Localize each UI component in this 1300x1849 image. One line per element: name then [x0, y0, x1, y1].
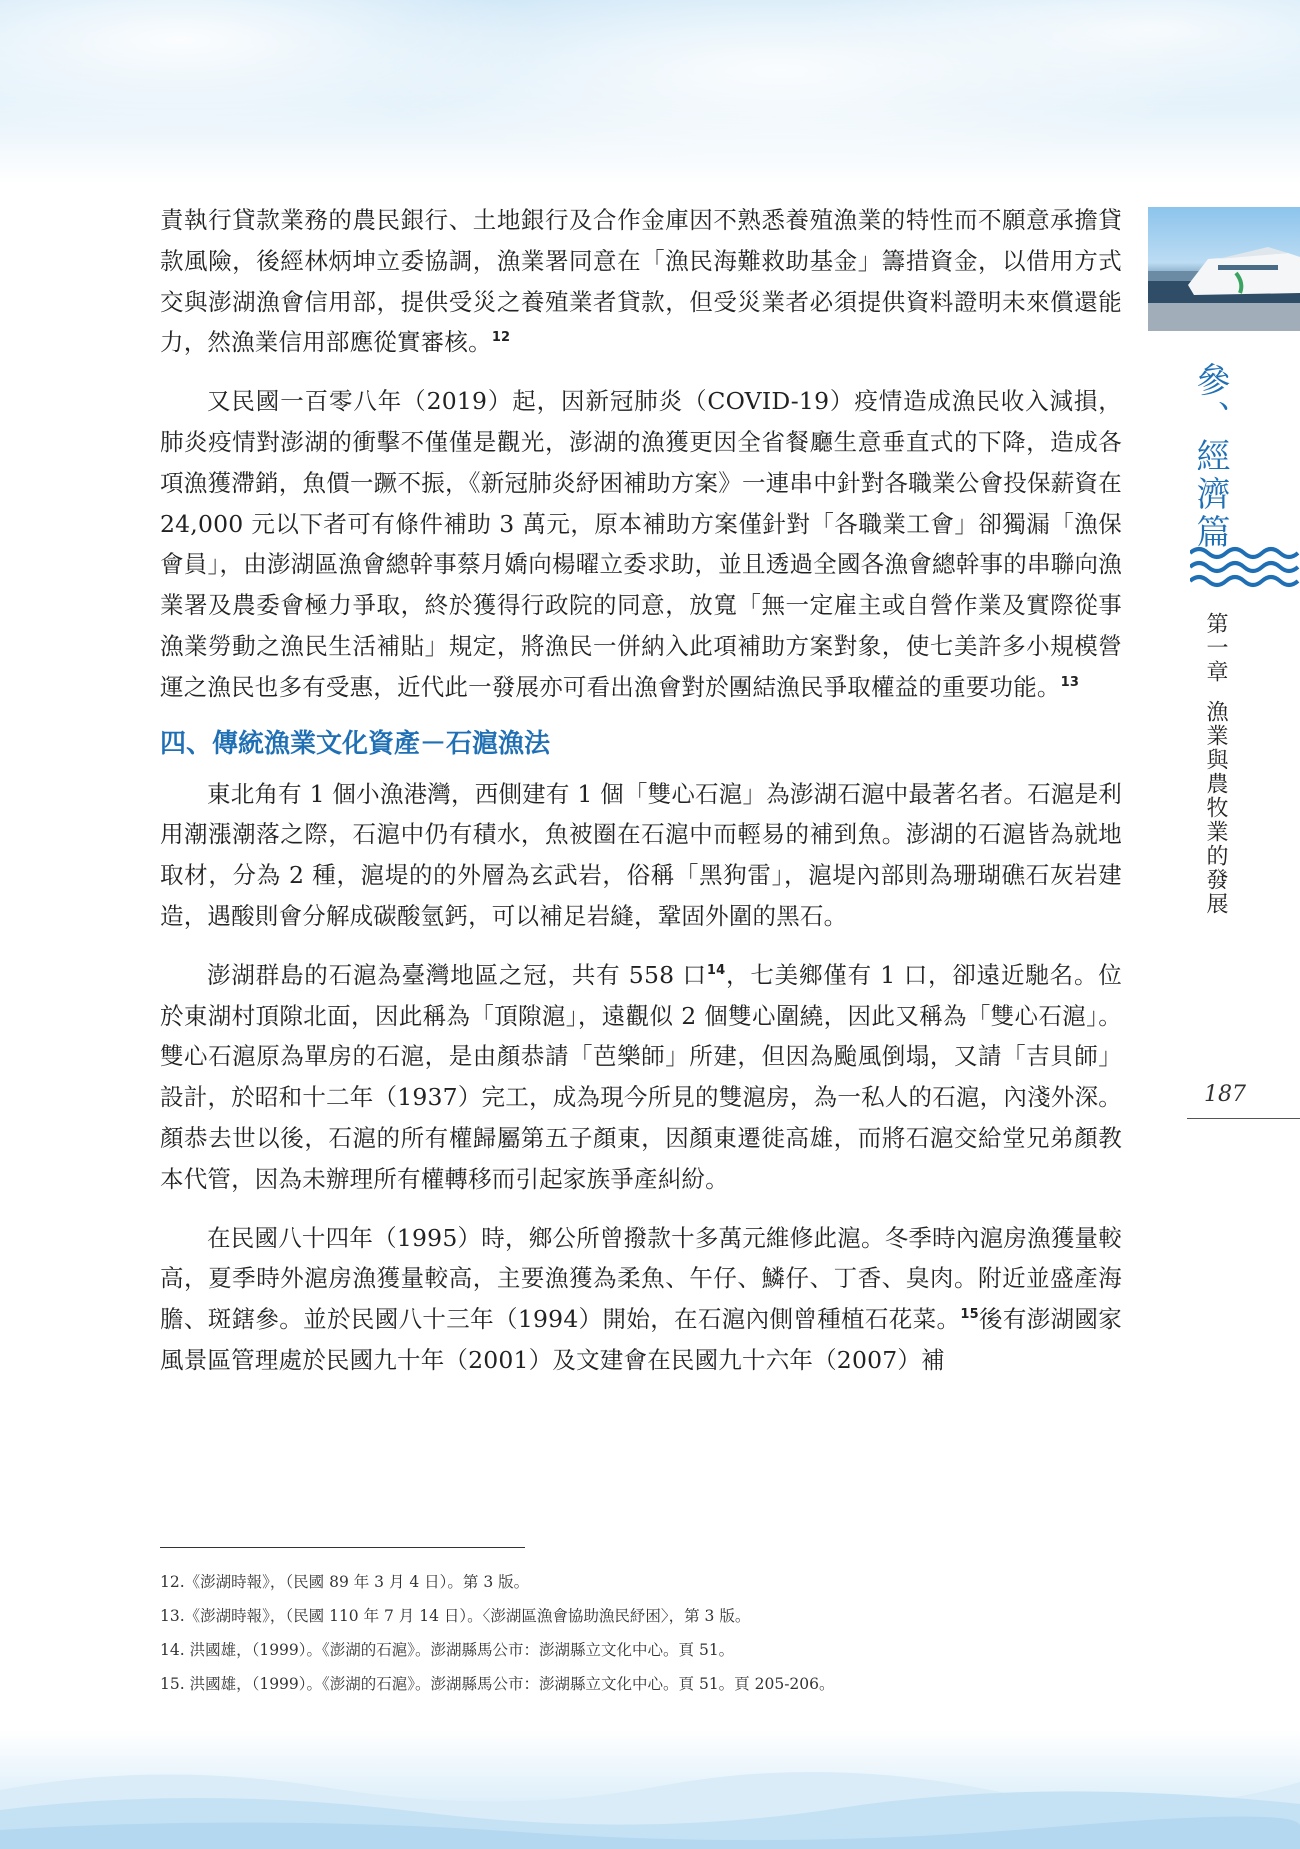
paragraph-2: 又民國一百零八年（2019）起，因新冠肺炎（COVID-19）疫情造成漁民收入減損，肺炎疫情對澎湖的衝擊不僅僅是觀光，澎湖的漁獲更因全省餐廳生意垂直式的下降，造成各項漁獲滯銷，魚價一蹶不振，《新冠肺炎紓困補助方案》一連串中針對各職業公會投保薪資在 24,000 元以下者可有條件補助 3 萬元，原本補助方案僅針對「各職業工會」卻獨漏「漁保會員」，由澎湖區漁會總幹事蔡月嬌向楊曜立委求助，並且透過全國各漁會總幹事的串聯向漁業署及農委會極力爭取，終於獲得行政院的同意，放寬「無一定雇主或自營作業及實際從事漁業勞動之漁民生活補貼」規定，將漁民一併納入此項補助方案對象，使七美許多小規模營運之漁民也多有受惠，近代此一發展亦可看出漁會對於團結漁民爭取權益的重要功能。$^{13}$: [160, 387, 1122, 701]
chapter-label: 第一章: [1203, 612, 1228, 684]
ferry-photo-icon: [1148, 207, 1300, 331]
footnote-ref-13[interactable]: 13: [1060, 674, 1080, 690]
chapter-title: 漁業與農牧業的發展: [1203, 700, 1228, 916]
footnote-ref-14[interactable]: 14: [706, 962, 726, 978]
footnote-ref-15[interactable]: 15: [960, 1307, 979, 1323]
main-text: [160, 200, 1122, 1381]
page-number-rule: [1187, 1118, 1300, 1119]
sea-wave-background: [0, 1730, 1300, 1849]
sky-background: [0, 0, 1300, 185]
paragraph-1: 責執行貸款業務的農民銀行、土地銀行及合作金庫因不熟悉養殖漁業的特性而不願意承擔貸款風險，後經林炳坤立委協調，漁業署同意在「漁民海難救助基金」籌措資金，以借用方式交與澎湖漁會信用部，提供受災之養殖業者貸款，但受災業者必須提供資料證明未來償還能力，然漁業信用部應從實審核。$^{12}$: [160, 206, 1122, 357]
paragraph-5: 在民國八十四年（1995）時，鄉公所曾撥款十多萬元維修此滬。冬季時內滬房漁獲量較高，夏季時外滬房漁獲量較高，主要漁獲為柔魚、午仔、鱗仔、丁香、臭肉。附近並盛產海膽、斑鎋參。並於民國八十三年（1994）開始，在石滬內側曾種植石花菜。$^{15}$後有澎湖國家風景區管理處於民國九十年（2001）及文建會在民國九十六年（2007）補: [160, 1223, 1122, 1374]
page-number: 187: [1204, 1082, 1246, 1107]
footnote-12: 12.《澎湖時報》，（民國 89 年 3 月 4 日）。第 3 版。: [160, 1573, 530, 1591]
footnote-15: 15. 洪國雄，（1999）。《澎湖的石滬》。澎湖縣馬公市：澎湖縣立文化中心。頁 51。頁 205-206。: [160, 1675, 835, 1693]
footnotes: [160, 1565, 1140, 1701]
paragraph-4: 澎湖群島的石滬為臺灣地區之冠，共有 558 口$^{14}$，七美鄉僅有 1 口，卻遠近馳名。位於東湖村頂隙北面，因此稱為「頂隙滬」，遠觀似 2 個雙心圍繞，因此又稱為「雙心石滬」。雙心石滬原為單房的石滬，是由顏恭請「芭樂師」所建，但因為颱風倒塌，又請「吉貝師」設計，於昭和十二年（1937）完工，成為現今所見的雙滬房，為一私人的石滬，內淺外深。顏恭去世以後，石滬的所有權歸屬第五子顏東，因顏東遷徙高雄，而將石滬交給堂兄弟顏教本代管，因為未辦理所有權轉移而引起家族爭產糾紛。: [160, 960, 1122, 1193]
footnote-14: 14. 洪國雄，（1999）。《澎湖的石滬》。澎湖縣馬公市：澎湖縣立文化中心。頁 51。: [160, 1641, 735, 1659]
footnote-13: 13.《澎湖時報》，（民國 110 年 7 月 14 日）。〈澎湖區漁會協助漁民紓困〉，第 3 版。: [160, 1607, 751, 1625]
wave-ornament-icon: [1190, 545, 1300, 597]
footnote-divider: [160, 1547, 525, 1548]
part-title: 參、經濟篇: [1190, 362, 1230, 552]
paragraph-3: 東北角有 1 個小漁港灣，西側建有 1 個「雙心石滬」為澎湖石滬中最著名者。石滬是利用潮漲潮落之際，石滬中仍有積水，魚被圈在石滬中而輕易的補到魚。澎湖的石滬皆為就地取材，分為 2 種，滬堤的的外層為玄武岩，俗稱「黑狗雷」，滬堤內部則為珊瑚礁石灰岩建造，遇酸則會分解成碳酸氫鈣，可以補足岩縫，鞏固外圍的黑石。: [160, 779, 1122, 930]
section-heading: 四、傳統漁業文化資產－石滬漁法: [160, 728, 551, 759]
footnote-ref-12[interactable]: 12: [491, 330, 511, 346]
